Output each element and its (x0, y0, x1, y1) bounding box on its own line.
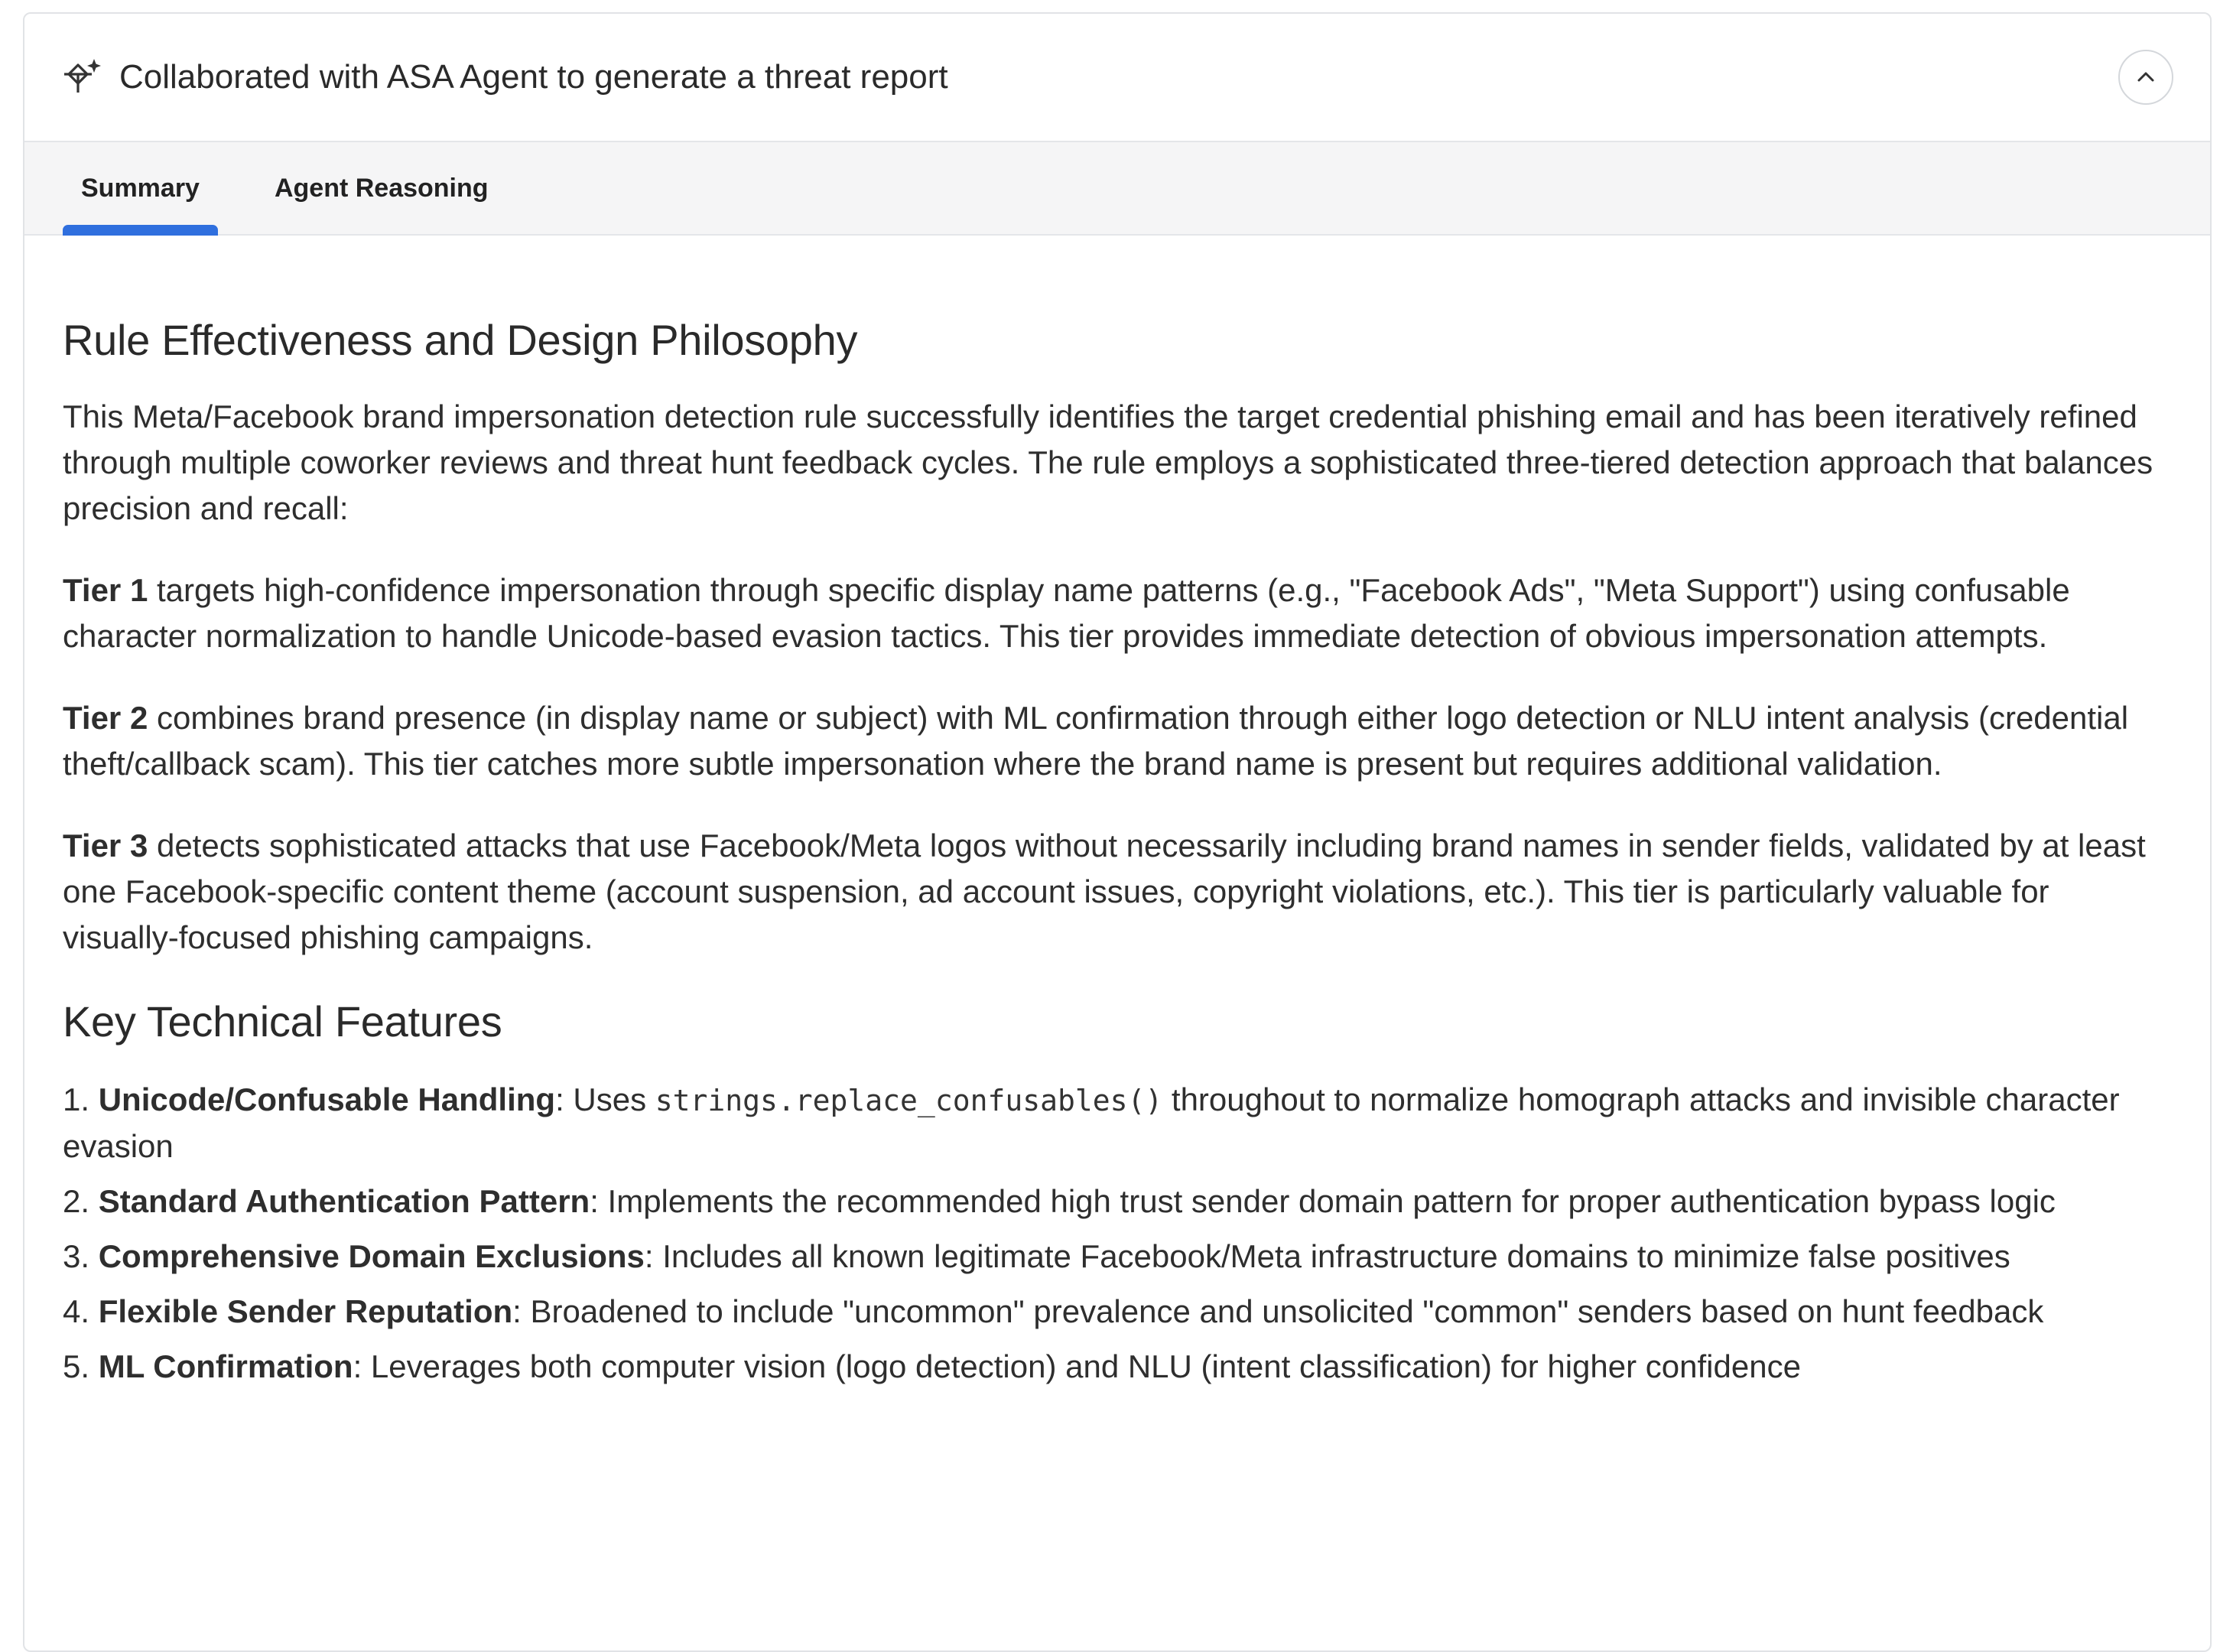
tier-text: targets high-confidence impersonation through specific display name patterns (e.g., "Facebook Ads", "Meta Support") using confusable character normalization to handle Unicode-based evasion tactics. This tier provides immediate detection of obvious impersonation attempts. (63, 572, 2070, 654)
feature-label: Unicode/Confusable Handling (98, 1081, 556, 1117)
list-item (63, 1234, 2172, 1280)
tab-bar (24, 142, 2210, 236)
feature-label: Comprehensive Domain Exclusions (98, 1238, 645, 1274)
section-heading: Rule Effectiveness and Design Philosophy (63, 316, 858, 364)
feature-text: : Implements the recommended high trust sender domain pattern for proper authentication bypass logic (590, 1183, 2056, 1219)
list-number: 4. (63, 1293, 90, 1329)
list-number: 1. (63, 1081, 90, 1117)
list-number: 5. (63, 1348, 90, 1384)
feature-label: Flexible Sender Reputation (98, 1293, 513, 1329)
collapse-button[interactable] (2118, 50, 2173, 105)
list-item (63, 1344, 2172, 1390)
tier-2-paragraph (63, 695, 2172, 787)
tier-label: Tier 1 (63, 572, 148, 608)
features-list (63, 1077, 2172, 1390)
list-number: 3. (63, 1238, 90, 1274)
intro-paragraph: This Meta/Facebook brand impersonation detection rule successfully identifies the target credential phishing email and has been iteratively refined through multiple coworker reviews and threat hunt feedback cycles. The rule employs a sophisticated three-tiered detection approach that balances precision and recall: (63, 398, 2153, 526)
card-title: Collaborated with ASA Agent to generate a threat report (119, 58, 948, 96)
card-header[interactable] (24, 14, 2210, 142)
tier-label: Tier 3 (63, 828, 148, 863)
sparkle-icon (63, 57, 102, 97)
feature-label: ML Confirmation (98, 1348, 353, 1384)
tier-1-paragraph (63, 567, 2172, 659)
feature-text: : Includes all known legitimate Facebook/Meta infrastructure domains to minimize false positives (644, 1238, 2010, 1274)
list-number: 2. (63, 1183, 90, 1219)
feature-text: : Uses (555, 1081, 655, 1117)
feature-text: : Leverages both computer vision (logo detection) and NLU (intent classification) for higher confidence (353, 1348, 1801, 1384)
list-item (63, 1179, 2172, 1224)
tier-3-paragraph (63, 823, 2172, 961)
feature-label: Standard Authentication Pattern (98, 1183, 590, 1219)
tab-agent-reasoning[interactable]: Agent Reasoning (274, 173, 489, 203)
section-heading: Key Technical Features (63, 997, 502, 1046)
code-snippet: strings.replace_confusables() (655, 1084, 1163, 1117)
feature-text: throughout to normalize homograph attacks and invisible character evasion (63, 1081, 2120, 1164)
summary-content (24, 315, 2210, 1390)
tab-summary[interactable]: Summary (63, 142, 218, 234)
tier-label: Tier 2 (63, 700, 148, 736)
tier-text: detects sophisticated attacks that use Facebook/Meta logos without necessarily including brand names in sender fields, validated by at least one Facebook-specific content theme (account suspension, ad account issues, copyright violations, etc.). This tier is particularly valuable for visually-focused phishing campaigns. (63, 828, 2146, 955)
feature-text: : Broadened to include "uncommon" prevalence and unsolicited "common" senders based on hunt feedback (512, 1293, 2044, 1329)
list-item (63, 1077, 2172, 1169)
threat-report-card (23, 12, 2212, 1652)
list-item (63, 1289, 2172, 1335)
chevron-up-icon (2134, 66, 2157, 89)
tier-text: combines brand presence (in display name or subject) with ML confirmation through either logo detection or NLU intent analysis (credential theft/callback scam). This tier catches more subtle impersonation where the brand name is present but requires additional validation. (63, 700, 2129, 782)
